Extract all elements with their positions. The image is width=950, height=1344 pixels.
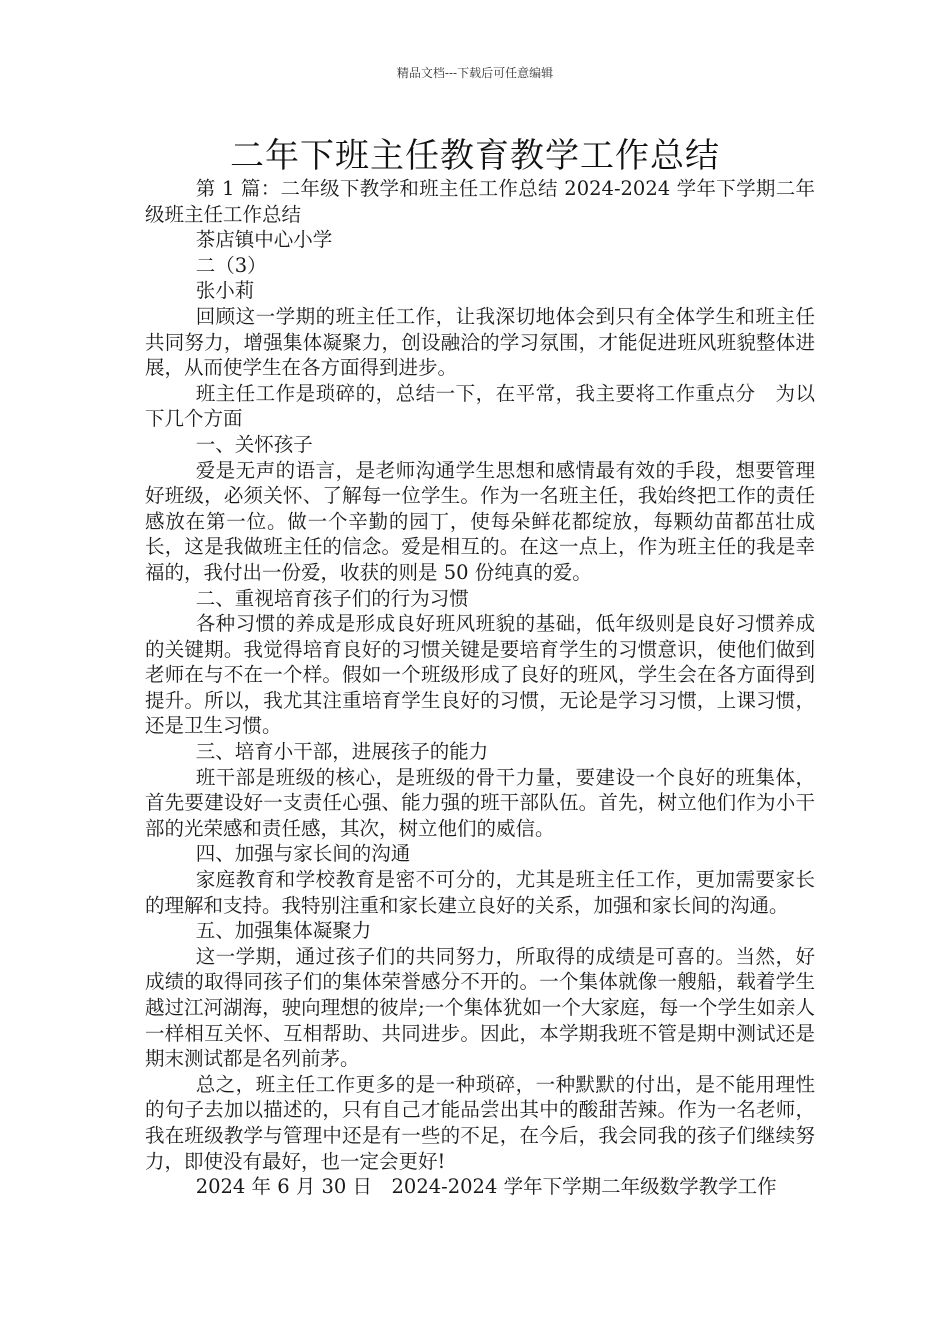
section-heading: 三、培育小干部，进展孩子的能力 xyxy=(195,740,489,764)
section-heading: 一、关怀孩子 xyxy=(195,432,313,456)
section-heading: 二、重视培育孩子们的行为习惯 xyxy=(195,586,469,610)
paragraph: 2024 年 6 月 30 日 2024-2024 学年下学期二年级数学教学工作 xyxy=(195,1175,777,1199)
paragraph: 茶店镇中心小学 xyxy=(195,228,333,252)
paragraph: 班干部是班级的核心，是班级的骨干力量，要建设一个良好的班集体，首先要建设好一支责任心强、能力强的班干部队伍。首先，树立他们作为小干部的光荣感和责任感，其次，树立他们的威信。 xyxy=(145,765,815,840)
paragraph: 爱是无声的语言，是老师沟通学生思想和感情最有效的手段，想要管理好班级，必须关怀、了解每一位学生。作为一名班主任，我始终把工作的责任感放在第一位。做一个辛勤的园丁，使每朵鲜花都绽放，每颗幼苗都茁壮成长，这是我做班主任的信念。爱是相互的。在这一点上，作为班主任的我是幸福的，我付出一份爱，收获的则是 50 份纯真的爱。 xyxy=(145,458,815,584)
document-title: 二年下班主任教育教学工作总结 xyxy=(230,136,720,176)
section-heading: 五、加强集体凝聚力 xyxy=(195,919,372,943)
paragraph: 二（3） xyxy=(195,253,267,277)
paragraph: 这一学期，通过孩子们的共同努力，所取得的成绩是可喜的。当然，好成绩的取得同孩子们的集体荣誉感分不开的。一个集体就像一艘船，载着学生越过江河湖海，驶向理想的彼岸;一个集体犹如一个大家庭，每一个学生如亲人一样相互关怀、互相帮助、共同进步。因此，本学期我班不管是期中测试还是期末测试都是名列前茅。 xyxy=(145,944,815,1071)
paragraph: 总之，班主任工作更多的是一种琐碎，一种默默的付出，是不能用理性的句子去加以描述的，只有自己才能品尝出其中的酸甜苦辣。作为一名老师，我在班级教学与管理中还是有一些的不足，在今后，我会同我的孩子们继续努力，即使没有最好，也一定会更好! xyxy=(145,1072,815,1173)
paragraph: 第 1 篇：二年级下教学和班主任工作总结 2024-2024 学年下学期二年级班主任工作总结 xyxy=(145,177,815,226)
section-heading: 四、加强与家长间的沟通 xyxy=(195,842,411,866)
paragraph: 各种习惯的养成是形成良好班风班貌的基础，低年级则是良好习惯养成的关键期。我觉得培育良好的习惯关键是要培育学生的习惯意识，使他们做到老师在与不在一个样。假如一个班级形成了良好的班风，学生会在各方面得到提升。所以，我尤其注重培育学生良好的习惯，无论是学习习惯，上课习惯，还是卫生习惯。 xyxy=(145,612,815,738)
paragraph: 家庭教育和学校教育是密不可分的，尤其是班主任工作，更加需要家长的理解和支持。我特别注重和家长建立良好的关系，加强和家长间的沟通。 xyxy=(145,868,815,917)
paragraph: 回顾这一学期的班主任工作，让我深切地体会到只有全体学生和班主任共同努力，增强集体凝聚力，创设融洽的学习氛围，才能促进班风班貌整体进展，从而使学生在各方面得到进步。 xyxy=(145,304,815,380)
document-body xyxy=(145,176,815,1200)
paragraph: 张小莉 xyxy=(195,279,255,303)
paragraph: 班主任工作是琐碎的，总结一下，在平常，我主要将工作重点分 为以下几个方面 xyxy=(145,381,815,431)
page-header: 精品文档---下载后可任意编辑 xyxy=(396,66,554,80)
